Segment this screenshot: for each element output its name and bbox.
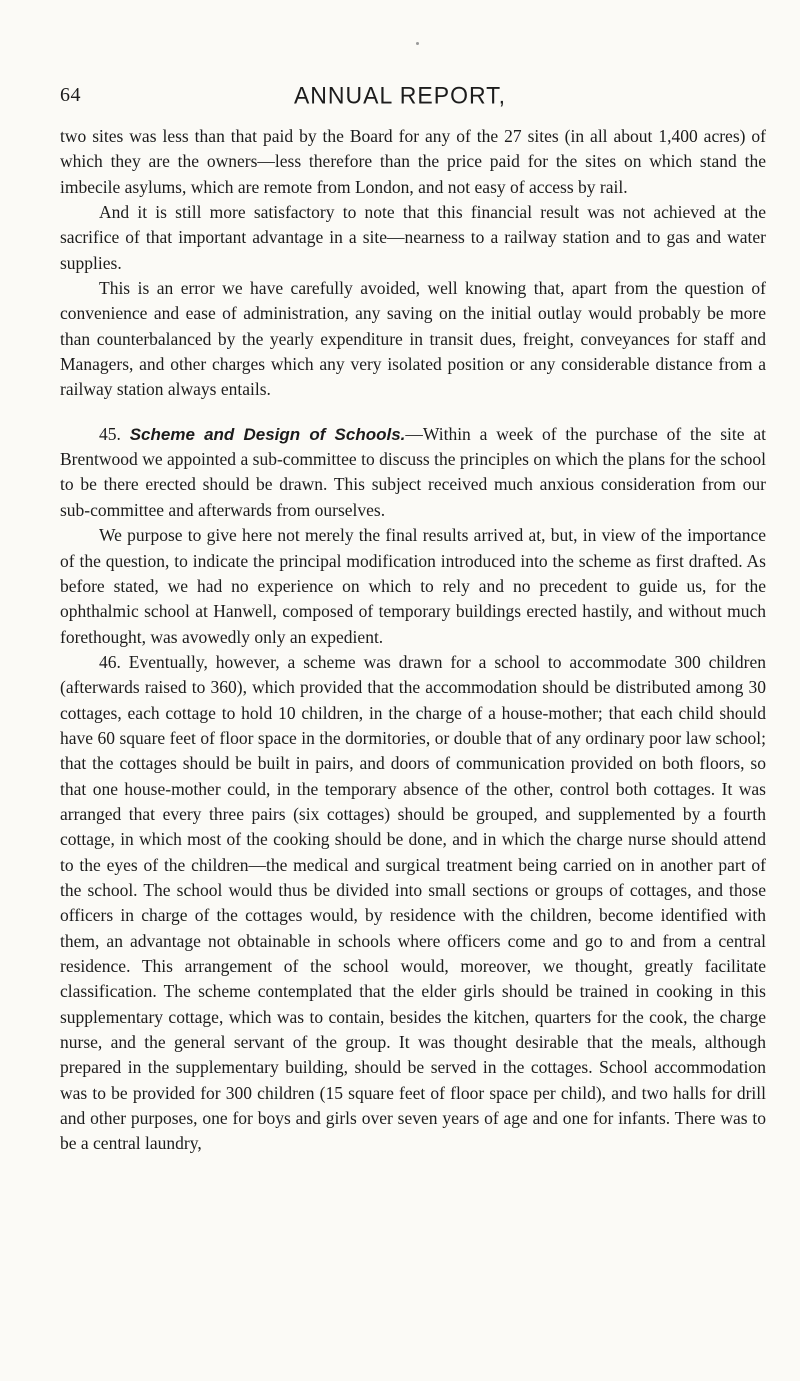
running-head: ANNUAL REPORT, bbox=[293, 81, 507, 109]
section-number: 45. bbox=[99, 423, 121, 444]
paragraph-2: And it is still more satisfactory to note that this financial result was not achieved at the sacrifice of that important advantage in a site—nearness to a railway station and to gas and water supplies. bbox=[60, 202, 766, 273]
page-number: 64 bbox=[60, 84, 81, 106]
paragraph-3: This is an error we have carefully avoided, well knowing that, apart from the question of convenience and ease of administration, any saving on the initial outlay would probably be more than counterbalanced by the yearly expenditure in transit dues, freight, conveyances for staff and Managers, and other charges which any very isolated position or any considerable distance from a railway station always entails. bbox=[60, 278, 766, 400]
body-text bbox=[60, 124, 766, 1157]
section-45-text: —Within a week of the purchase of the site at Brentwood we appointed a sub-committee to discuss the principles on which the plans for the school to be there erected should be drawn. This subject received much anxious consideration from our sub-committee and afterwards from ourselves. bbox=[60, 423, 766, 520]
page-header bbox=[0, 82, 800, 112]
paragraph-1: two sites was less than that paid by the Board for any of the 27 sites (in all about 1,400 acres) of which they are the owners—less therefore than the price paid for the sites on which stand the imbecile asylums, which are remote from London, and not easy of access by rail. bbox=[60, 126, 766, 197]
print-speck bbox=[416, 42, 419, 45]
paragraph-section-45 bbox=[60, 422, 766, 523]
section-heading: Scheme and Design of Schools. bbox=[129, 424, 406, 444]
paragraph-5: We purpose to give here not merely the final results arrived at, but, in view of the importance of the question, to indicate the principal modification introduced into the scheme as first drafted. As before stated, we had no experience on which to rely and no precedent to guide us, for the ophthalmic school at Hanwell, composed of temporary buildings erected hastily, and without much forethought, was avowedly only an expedient. bbox=[60, 525, 766, 647]
paragraph-section-46: 46. Eventually, however, a scheme was drawn for a school to accommodate 300 children (afterwards raised to 360), which provided that the accommodation should be distributed among 30 cottages, each cottage to hold 10 children, in the charge of a house-mother; that each child should have 60 square feet of floor space in the dormitories, or double that of any ordinary poor law school; that the cottages should be built in pairs, and doors of communication provided on both floors, so that one house-mother could, in the temporary absence of the other, control both cottages. It was arranged that every three pairs (six cottages) should be grouped, and supplemented by a fourth cottage, in which most of the cooking should be done, and in which the charge nurse should attend to the eyes of the children—the medical and surgical treatment being carried on in another part of the school. The school would thus be divided into small sections or groups of cottages, and those officers in charge of the cottages would, by residence with the children, become identified with them, an advantage not obtainable in schools where officers come and go to and from a central residence. This arrangement of the school would, moreover, we thought, greatly facilitate classification. The scheme contemplated that the elder girls should be trained in cooking in this supplementary cottage, which was to contain, besides the kitchen, quarters for the cook, the charge nurse, and the general servant of the group. It was thought desirable that the meals, although prepared in the supplementary building, should be served in the cottages. School accommodation was to be provided for 300 children (15 square feet of floor space per child), and two halls for drill and other purposes, one for boys and girls over seven years of age and one for infants. There was to be a central laundry, bbox=[60, 651, 766, 1154]
